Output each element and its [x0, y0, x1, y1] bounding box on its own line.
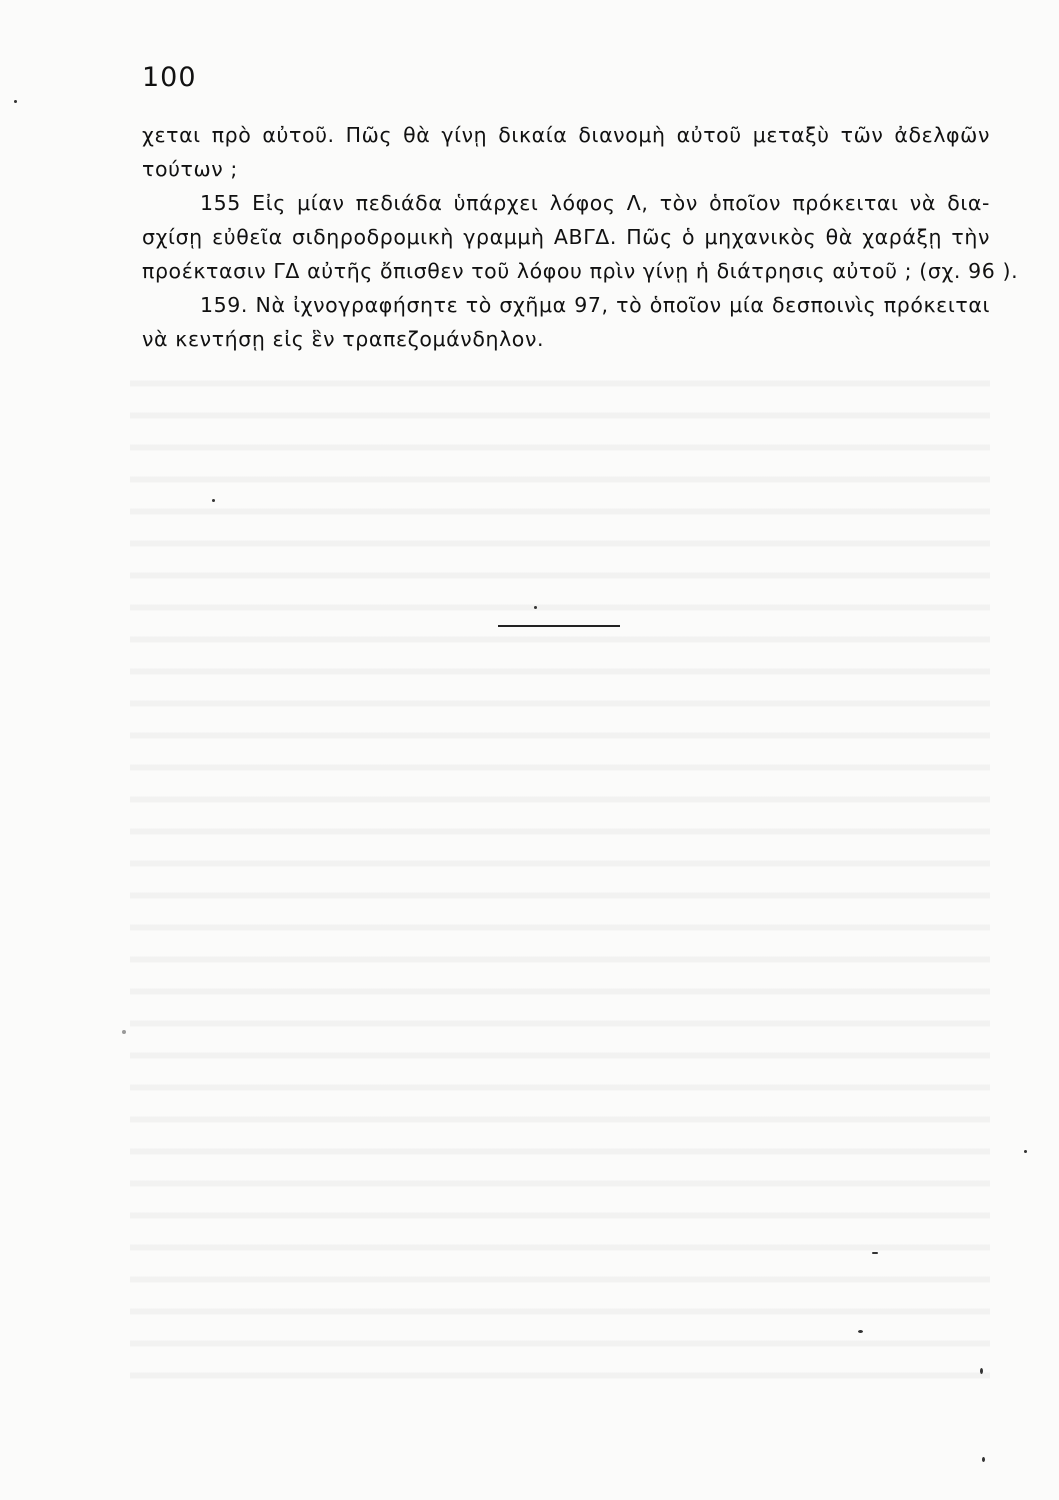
scan-speck	[872, 1252, 878, 1254]
text-line: χεται πρὸ αὐτοῦ. Πῶς θὰ γίνῃ δικαία διανομὴ αὐτοῦ μεταξὺ τῶν ἀδελφῶν	[142, 123, 990, 147]
text-line: νὰ κεντήσῃ εἰς ἓν τραπεζομάνδηλον.	[142, 327, 545, 351]
scan-speck	[858, 1330, 863, 1333]
text-line: τούτων ;	[142, 157, 238, 181]
scan-speck	[212, 499, 215, 502]
scan-speck	[982, 1457, 985, 1462]
text-line: προέκτασιν ΓΔ αὐτῆς ὄπισθεν τοῦ λόφου πρὶν γίνῃ ἡ διάτρησις αὐτοῦ ; (σχ. 96 ).	[142, 259, 1019, 283]
text-line: σχίσῃ εὐθεῖα σιδηροδρομικὴ γραμμὴ ΑΒΓΔ. Πῶς ὁ μηχανικὸς θὰ χαράξῃ τὴν	[142, 225, 990, 249]
body-text	[142, 118, 1019, 356]
exercise-155-line: 155 Εἰς μίαν πεδιάδα ὑπάρχει λόφος Λ, τὸν ὁποῖον πρόκειται νὰ δια-	[200, 191, 990, 215]
scan-speck	[1024, 1150, 1027, 1153]
page-number: 100	[142, 62, 197, 93]
scan-speck	[980, 1368, 983, 1374]
scan-speck	[14, 100, 17, 103]
show-through-text	[130, 360, 990, 1400]
exercise-159-line: 159. Νὰ ἰχνογραφήσητε τὸ σχῆμα 97, τὸ ὁποῖον μία δεσποινὶς πρόκειται	[200, 293, 990, 317]
scan-speck	[534, 606, 537, 609]
section-divider	[498, 625, 620, 627]
scan-speck	[122, 1030, 126, 1034]
